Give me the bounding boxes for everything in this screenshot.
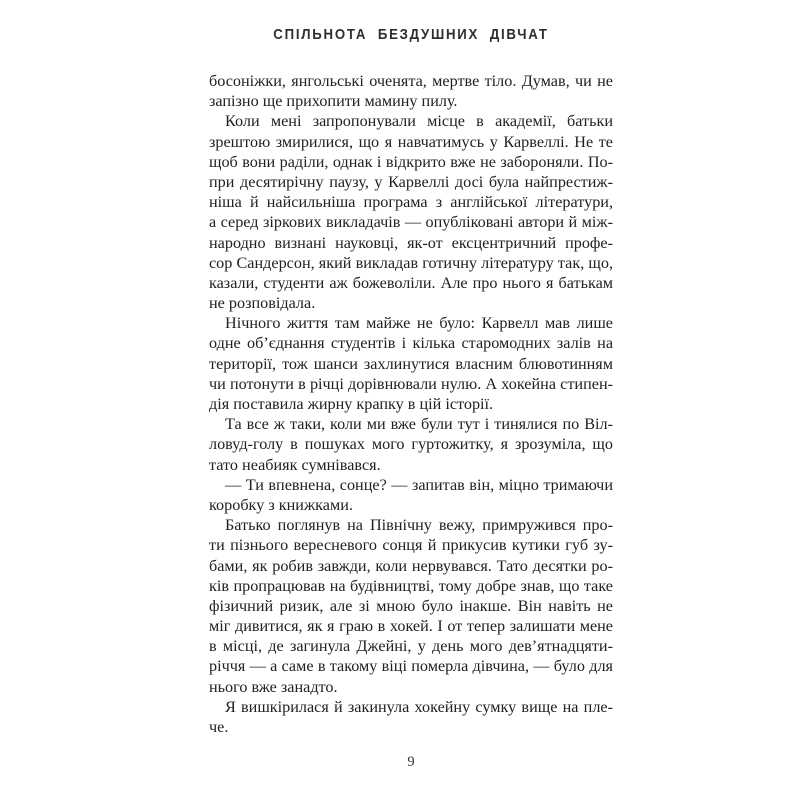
text-line: нього вже занадто. bbox=[209, 677, 338, 696]
text-line: Я вишкірилася й закинула хокейну сумку вище на пле- bbox=[225, 697, 613, 716]
text-line: сор Сандерсон, який викладав готичну літературу так, що, bbox=[209, 253, 613, 272]
paragraph bbox=[209, 111, 613, 313]
paragraph bbox=[209, 475, 613, 515]
text-line: в місці, де загинула Джейні, у день мого дев’ятнадцяти- bbox=[209, 637, 613, 656]
text-line: Батько поглянув на Північну вежу, примружився про- bbox=[225, 516, 613, 535]
text-line: Коли мені запропонували місце в академії, батьки bbox=[225, 112, 613, 131]
text-line: коробку з книжками. bbox=[209, 495, 353, 514]
text-line: при десятирічну паузу, у Карвеллі досі була найпрестиж- bbox=[209, 172, 613, 191]
text-line: Та все ж таки, коли ми вже були тут і тинялися по Віл- bbox=[225, 415, 613, 434]
text-line: ти пізнього вересневого сонця й прикусив кутики губ зу- bbox=[209, 536, 613, 555]
text-line: ків пропрацював на будівництві, тому добре знав, що таке bbox=[209, 576, 613, 595]
text-line: а серед зіркових викладачів — опубліковані автори й між- bbox=[209, 213, 613, 232]
text-line: тато неабияк сумнівався. bbox=[209, 455, 381, 474]
text-line: зрештою змирилися, що я навчатимусь у Карвеллі. Не те bbox=[209, 132, 613, 151]
text-block bbox=[209, 71, 613, 737]
text-line: дія поставила жирну крапку в цій історії. bbox=[209, 395, 494, 413]
paragraph bbox=[209, 313, 613, 414]
text-line: запізно ще прихопити мамину пилу. bbox=[209, 92, 458, 111]
paragraph bbox=[209, 515, 613, 697]
text-line: — Ти впевнена, сонце? — запитав він, міцно тримаючи bbox=[225, 475, 613, 494]
text-line: чи потонути в річці дорівнювали нулю. А хокейна стипен- bbox=[209, 374, 613, 393]
text-line: міг дивитися, як я граю в хокей. І от тепер залишати мене bbox=[209, 617, 613, 636]
text-line: одне об’єднання студентів і кілька старомодних залів на bbox=[209, 334, 613, 353]
text-line: ловуд-голу в пошуках мого гуртожитку, я зрозуміла, що bbox=[209, 435, 613, 454]
paragraph bbox=[209, 697, 613, 737]
text-line: казали, студенти аж божеволіли. Але про нього я батькам bbox=[209, 273, 613, 292]
paragraph bbox=[209, 71, 613, 111]
text-line: не розповідала. bbox=[209, 294, 316, 313]
text-line: Нічного життя там майже не було: Карвелл мав лише bbox=[225, 314, 613, 333]
text-line: бами, як робив завжди, коли нервувався. Тато десятки ро- bbox=[209, 556, 613, 575]
text-line: босоніжки, янгольські оченята, мертве тіло. Думав, чи не bbox=[209, 72, 613, 90]
text-line: щоб вони раділи, однак і відкрито вже не забороняли. По- bbox=[209, 152, 613, 171]
page-number: 9 bbox=[407, 754, 415, 770]
text-line: че. bbox=[209, 718, 229, 736]
text-line: фізичний ризик, але зі мною було інакше. Він навіть не bbox=[209, 596, 613, 615]
text-line: річчя — а саме в такому віці померла дівчина, — було для bbox=[209, 657, 613, 676]
running-head-title: СПІЛЬНОТА БЕЗДУШНИХ ДІВЧАТ bbox=[273, 26, 549, 43]
text-line: ніша й найсильніша програма з англійської літератури, bbox=[209, 193, 613, 212]
text-line: народно визнані науковці, як-от ексцентричний профе- bbox=[209, 233, 613, 252]
text-line: території, тож шанси захлинутися власним блювотинням bbox=[209, 354, 613, 373]
paragraph bbox=[209, 414, 613, 475]
